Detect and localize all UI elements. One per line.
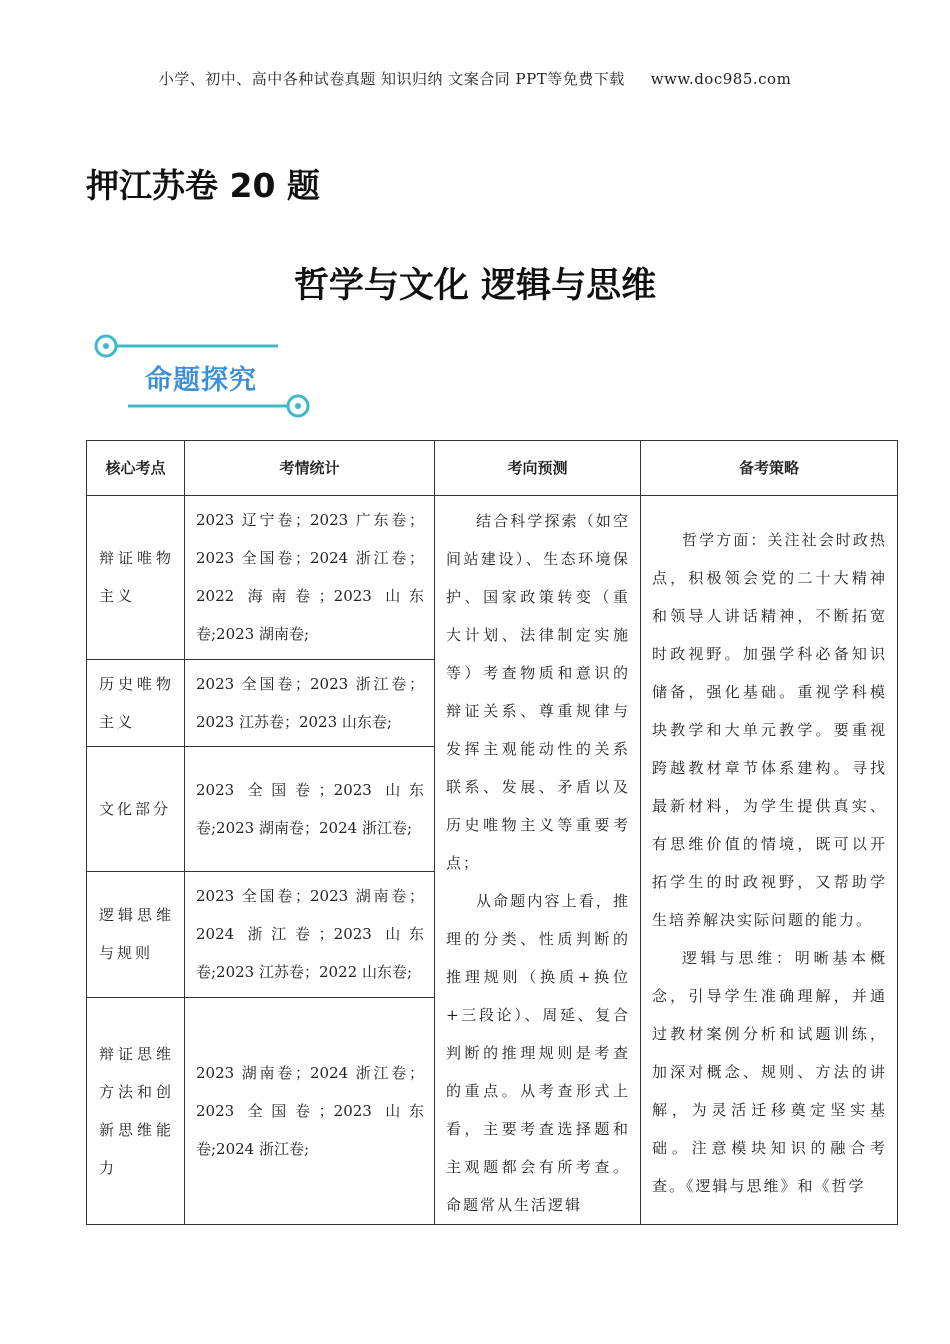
strategy-paragraph: 逻辑与思维：明晰基本概念，引导学生准确理解，并通过教材案例分析和试题训练，加深对概念、规则、方法的讲解，为灵活迁移奠定坚实基础。注意模块知识的融合考查。《逻辑与思维》和《哲学 [652,949,887,1195]
section-badge-label: 命题探究 [145,365,257,396]
column-header-stats: 考情统计 [185,441,435,496]
stats-cell: 2023 湖南卷；2024 浙江卷；2023 全国卷；2023 山东卷;2024 浙江卷; [185,997,435,1225]
stats-cell: 2023 全国卷；2023 山东卷;2023 湖南卷；2024 浙江卷; [185,746,435,871]
column-header-strategy: 备考策略 [641,441,898,496]
document-subtitle: 哲学与文化 逻辑与思维 [293,266,657,306]
column-header-topic: 核心考点 [87,441,185,496]
forecast-paragraph: 从命题内容上看，推理的分类、性质判断的推理规则（换质+换位+三段论）、周延、复合判断的推理规则是考查的重点。从考查形式上看，主要考查选择题和主观题都会有所考查。命题常从生活逻辑 [446,892,630,1214]
topic-cell: 辩证唯物主义 [87,496,185,660]
table-row [87,496,898,660]
topic-cell: 逻辑思维与规则 [87,872,185,997]
forecast-paragraph: 结合科学探索（如空间站建设）、生态环境保护、国家政策转变（重大计划、法律制定实施等）考查物质和意识的辩证关系、尊重规律与发挥主观能动性的关系联系、发展、矛盾以及历史唯物主义等重要考点； [446,512,630,872]
exam-analysis-table [86,440,898,1225]
header-text: 小学、初中、高中各种试卷真题 知识归纳 文案合同 PPT等免费下载 [158,70,625,88]
strategy-cell [641,496,898,1225]
topic-cell: 文化部分 [87,746,185,871]
table-header-row [87,441,898,496]
page-header [0,68,950,89]
forecast-cell [435,496,641,1225]
stats-cell: 2023 全国卷；2023 湖南卷；2024 浙江卷；2023 山东卷;2023 江苏卷；2022 山东卷; [185,872,435,997]
stats-cell: 2023 全国卷；2023 浙江卷；2023 江苏卷；2023 山东卷; [185,659,435,746]
document-title: 押江苏卷 20 题 [86,166,320,205]
stats-cell: 2023 辽宁卷；2023 广东卷；2023 全国卷；2024 浙江卷；2022 海南卷；2023 山东卷;2023 湖南卷; [185,496,435,660]
strategy-paragraph: 哲学方面：关注社会时政热点，积极领会党的二十大精神和领导人讲话精神，不断拓宽时政视野。加强学科必备知识储备，强化基础。重视学科模块教学和大单元教学。要重视跨越教材章节体系建构。寻找最新材料，为学生提供真实、有思维价值的情境，既可以开拓学生的时政视野，又帮助学生培养解决实际问题的能力。 [652,531,887,929]
topic-cell: 辩证思维方法和创新思维能力 [87,997,185,1225]
header-site[interactable]: www.doc985.com [650,70,792,88]
topic-cell: 历史唯物主义 [87,659,185,746]
column-header-forecast: 考向预测 [435,441,641,496]
